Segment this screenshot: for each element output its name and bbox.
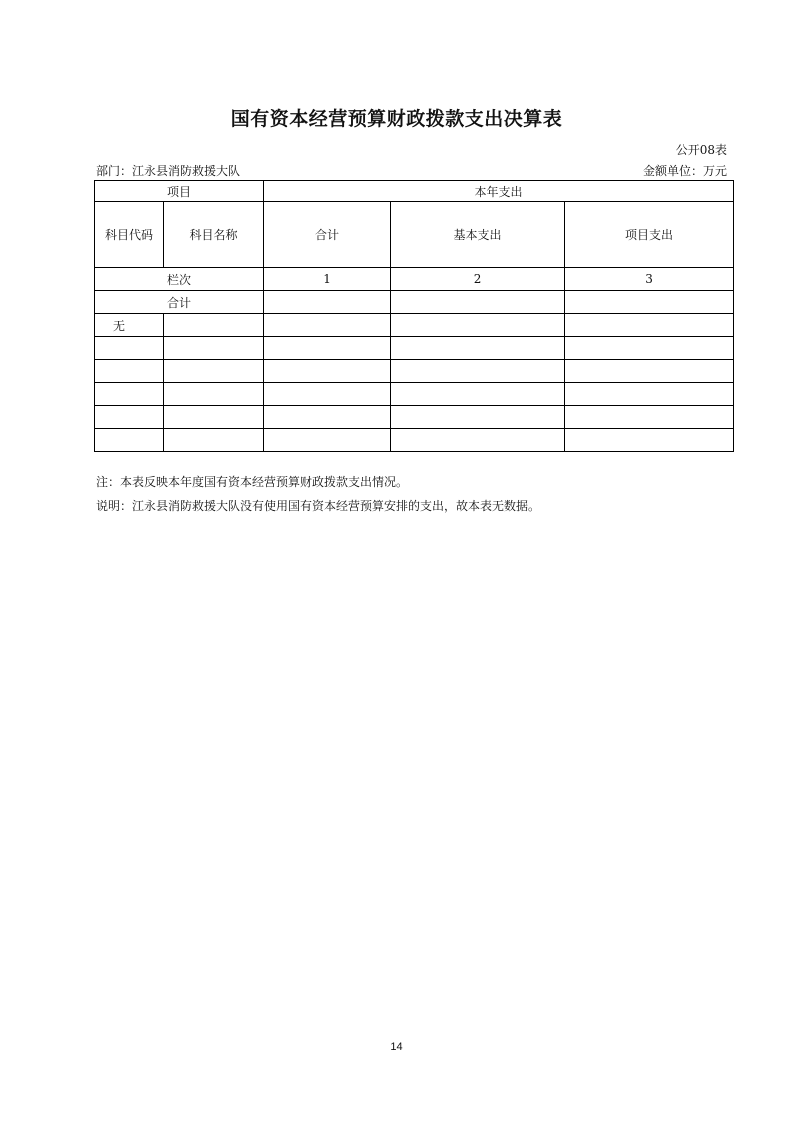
header-current-year: 本年支出 <box>264 181 734 202</box>
table-cell <box>95 406 164 429</box>
table-row <box>95 314 734 337</box>
table-row <box>95 406 734 429</box>
table-cell <box>565 429 734 452</box>
table-cell <box>95 337 164 360</box>
table-cell <box>264 360 391 383</box>
table-cell <box>264 383 391 406</box>
department-label: 部门：江永县消防救援大队 <box>96 164 241 178</box>
table-explanation: 说明：江永县消防救援大队没有使用国有资本经营预算安排的支出，故本表无数据。 <box>96 499 541 513</box>
document-title: 国有资本经营预算财政拨款支出决算表 <box>230 108 563 130</box>
table-cell <box>164 314 264 337</box>
table-cell <box>565 383 734 406</box>
column-header-code: 科目代码 <box>95 202 164 268</box>
amount-unit-label: 金额单位：万元 <box>642 164 727 178</box>
table-cell <box>565 314 734 337</box>
table-cell <box>565 337 734 360</box>
table-cell <box>164 337 264 360</box>
total-row-label: 合计 <box>95 291 264 314</box>
table-cell <box>565 360 734 383</box>
column-index-label: 栏次 <box>95 268 264 291</box>
table-cell <box>264 429 391 452</box>
table-cell <box>391 383 565 406</box>
table-cell <box>565 291 734 314</box>
first-row-code: 无 <box>95 314 164 337</box>
header-item: 项目 <box>95 181 264 202</box>
table-cell <box>95 360 164 383</box>
table-cell <box>391 314 565 337</box>
table-cell <box>391 360 565 383</box>
total-row <box>95 291 734 314</box>
table-row <box>95 337 734 360</box>
table-row <box>95 360 734 383</box>
column-index-row <box>95 268 734 291</box>
column-header-basic: 基本支出 <box>391 202 565 268</box>
column-header-total: 合计 <box>264 202 391 268</box>
column-header-name: 科目名称 <box>164 202 264 268</box>
table-row <box>95 429 734 452</box>
page-number: 14 <box>390 1041 403 1053</box>
table-cell <box>264 406 391 429</box>
table-cell <box>391 337 565 360</box>
table-cell <box>391 406 565 429</box>
table-cell <box>264 314 391 337</box>
table-row <box>95 383 734 406</box>
column-index-2: 2 <box>391 268 565 291</box>
column-index-1: 1 <box>264 268 391 291</box>
table-cell <box>391 291 565 314</box>
table-cell <box>95 383 164 406</box>
column-header-project: 项目支出 <box>565 202 734 268</box>
table-cell <box>264 337 391 360</box>
table-cell <box>164 360 264 383</box>
table-cell <box>164 429 264 452</box>
expenditure-table <box>94 180 734 452</box>
table-cell <box>565 406 734 429</box>
table-header-row <box>95 181 734 202</box>
table-cell <box>95 429 164 452</box>
table-cell <box>164 383 264 406</box>
table-note: 注：本表反映本年度国有资本经营预算财政拨款支出情况。 <box>96 475 409 489</box>
table-cell <box>264 291 391 314</box>
form-number: 公开08表 <box>675 143 727 157</box>
table-subheader-row <box>95 202 734 268</box>
table-cell <box>391 429 565 452</box>
table-cell <box>164 406 264 429</box>
column-index-3: 3 <box>565 268 734 291</box>
